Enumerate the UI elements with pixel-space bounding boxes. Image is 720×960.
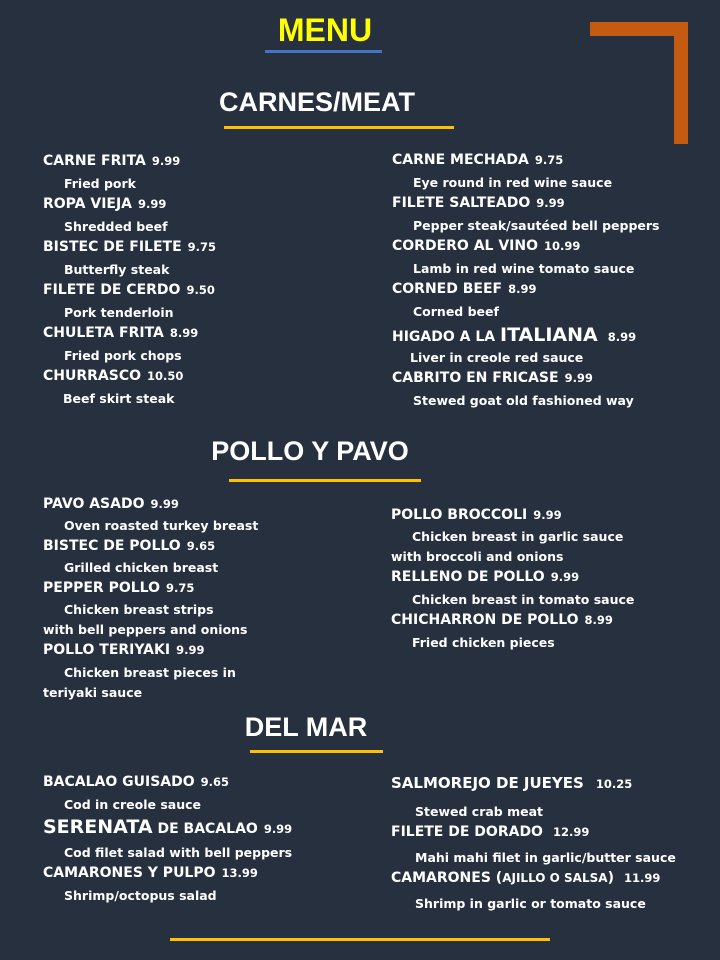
item-name-emphasis: SERENATA xyxy=(43,816,153,838)
mar-underline xyxy=(250,750,383,753)
item-price: 9.99 xyxy=(564,371,593,385)
item-desc-cont: with bell peppers and onions xyxy=(43,622,248,637)
item-name: RELLENO DE POLLO xyxy=(391,569,545,585)
item-name: POLLO BROCCOLI xyxy=(391,507,528,523)
menu-item xyxy=(43,324,216,364)
menu-item xyxy=(392,326,660,366)
item-price: 8.99 xyxy=(584,613,613,627)
item-price: 10.25 xyxy=(595,777,633,791)
mar-left-column xyxy=(43,773,292,907)
item-name: PAVO ASADO xyxy=(43,496,145,512)
mar-right-column xyxy=(391,774,676,915)
item-desc: Chicken breast pieces in xyxy=(64,665,236,680)
menu-item xyxy=(392,369,660,409)
item-name-emphasis: ITALIANA xyxy=(500,324,598,346)
menu-item xyxy=(391,506,634,565)
item-price: 9.99 xyxy=(150,497,179,511)
item-name: CHICHARRON DE POLLO xyxy=(391,612,579,628)
item-name: ) xyxy=(607,870,614,886)
item-name: CHULETA FRITA xyxy=(43,325,164,341)
item-price: 10.99 xyxy=(544,239,581,253)
item-price: 10.50 xyxy=(147,369,184,383)
item-price: 12.99 xyxy=(552,825,590,839)
item-price: 9.75 xyxy=(187,240,217,254)
item-desc: Chicken breast in garlic sauce xyxy=(412,529,624,544)
item-desc: Fried pork xyxy=(64,176,136,191)
item-name: POLLO TERIYAKI xyxy=(43,642,171,658)
menu-item xyxy=(43,864,292,904)
item-price: 9.50 xyxy=(186,283,215,297)
menu-item xyxy=(391,611,634,651)
menu-item xyxy=(392,237,660,277)
item-name: HIGADO A LA xyxy=(392,329,500,345)
item-name: FILETE SALTEADO xyxy=(392,195,531,211)
item-name: CABRITO EN FRICASE xyxy=(392,370,559,386)
item-desc: Eye round in red wine sauce xyxy=(413,175,613,190)
menu-item xyxy=(392,194,660,234)
item-name: CORNED BEEF xyxy=(392,281,503,297)
item-name: ROPA VIEJA xyxy=(43,196,133,212)
item-desc: Shrimp/octopus salad xyxy=(64,888,217,903)
section-title-carnes: CARNES/MEAT xyxy=(218,87,415,117)
pollo-left-column xyxy=(43,495,258,701)
menu-item xyxy=(43,641,258,701)
pollo-right-column xyxy=(391,506,634,654)
item-name: FILETE DE CERDO xyxy=(43,282,181,298)
item-name: CAMARONES ( xyxy=(391,870,503,886)
item-name: CORDERO AL VINO xyxy=(392,238,538,254)
menu-item xyxy=(43,537,258,576)
item-price: 11.99 xyxy=(623,871,661,885)
item-name: BACALAO GUISADO xyxy=(43,774,195,790)
item-desc: Pork tenderloin xyxy=(64,305,174,320)
menu-item xyxy=(391,774,676,820)
item-desc: Butterfly steak xyxy=(64,262,170,277)
title-underline xyxy=(265,50,382,53)
menu-item xyxy=(43,281,216,321)
item-desc: Beef skirt steak xyxy=(63,391,175,406)
item-price: 9.99 xyxy=(550,570,580,584)
bottom-divider xyxy=(170,938,550,941)
section-title-mar: DEL MAR xyxy=(244,712,368,742)
menu-item xyxy=(43,816,292,861)
item-desc: Grilled chicken breast xyxy=(64,560,219,575)
menu-item xyxy=(43,495,258,534)
item-price: 8.99 xyxy=(508,282,537,296)
item-desc: Fried pork chops xyxy=(64,348,182,363)
item-name: BISTEC DE FILETE xyxy=(43,239,182,255)
item-price: 9.75 xyxy=(534,153,564,167)
item-name: PEPPER POLLO xyxy=(43,580,160,596)
item-desc: Cod filet salad with bell peppers xyxy=(64,845,293,860)
item-desc: Oven roasted turkey breast xyxy=(64,518,259,533)
item-price: 9.99 xyxy=(151,154,181,168)
item-desc: Liver in creole red sauce xyxy=(410,350,584,365)
menu-item xyxy=(43,238,216,278)
item-desc: Chicken breast strips xyxy=(64,602,214,617)
item-name: DE BACALAO xyxy=(152,821,258,837)
item-desc: Shredded beef xyxy=(64,219,168,234)
item-price: 8.99 xyxy=(607,330,637,344)
menu-item xyxy=(43,152,216,192)
item-price: 9.65 xyxy=(186,539,216,553)
item-desc: Fried chicken pieces xyxy=(412,635,555,650)
menu-item xyxy=(391,568,634,608)
item-name: SALMOREJO DE JUEYES xyxy=(391,774,584,792)
item-desc: Corned beef xyxy=(413,304,499,319)
item-desc: Mahi mahi filet in garlic/butter sauce xyxy=(415,850,676,865)
item-desc: Shrimp in garlic or tomato sauce xyxy=(415,896,646,911)
item-name: CARNE FRITA xyxy=(43,153,146,169)
carnes-right-column xyxy=(392,151,660,412)
menu-item xyxy=(43,773,292,813)
item-name: CHURRASCO xyxy=(43,368,142,384)
menu-item xyxy=(43,195,216,235)
item-desc: Stewed crab meat xyxy=(415,804,544,819)
item-desc: Chicken breast in tomato sauce xyxy=(412,592,635,607)
item-price: 9.99 xyxy=(536,196,565,210)
item-name: CARNE MECHADA xyxy=(392,152,529,168)
item-name-small: AJILLO O SALSA xyxy=(502,871,608,885)
item-price: 9.75 xyxy=(165,581,195,595)
item-price: 13.99 xyxy=(221,866,258,880)
item-price: 9.65 xyxy=(200,775,230,789)
menu-item xyxy=(43,579,258,638)
corner-bracket-side xyxy=(674,22,688,144)
item-desc: Cod in creole sauce xyxy=(64,797,202,812)
item-price: 8.99 xyxy=(169,326,199,340)
item-name: CAMARONES Y PULPO xyxy=(43,865,216,881)
menu-title: MENU xyxy=(277,12,373,48)
pollo-underline xyxy=(229,479,421,482)
menu-item xyxy=(392,151,660,191)
item-price: 9.99 xyxy=(176,643,205,657)
menu-item xyxy=(392,280,660,320)
menu-item xyxy=(391,823,676,866)
item-price: 9.99 xyxy=(263,822,293,836)
item-price: 9.99 xyxy=(138,197,167,211)
item-desc-cont: with broccoli and onions xyxy=(391,549,564,564)
menu-item xyxy=(391,869,676,912)
item-desc: Lamb in red wine tomato sauce xyxy=(413,261,635,276)
section-title-pollo: POLLO Y PAVO xyxy=(211,436,409,466)
carnes-left-column xyxy=(43,152,216,410)
item-name: BISTEC DE POLLO xyxy=(43,538,181,554)
item-name: FILETE DE DORADO xyxy=(391,824,543,840)
item-desc-cont: teriyaki sauce xyxy=(43,685,143,700)
item-desc: Pepper steak/sautéed bell peppers xyxy=(413,218,660,233)
menu-item xyxy=(43,367,216,407)
item-desc: Stewed goat old fashioned way xyxy=(413,393,634,408)
carnes-underline xyxy=(224,126,454,129)
item-price: 9.99 xyxy=(533,508,562,522)
